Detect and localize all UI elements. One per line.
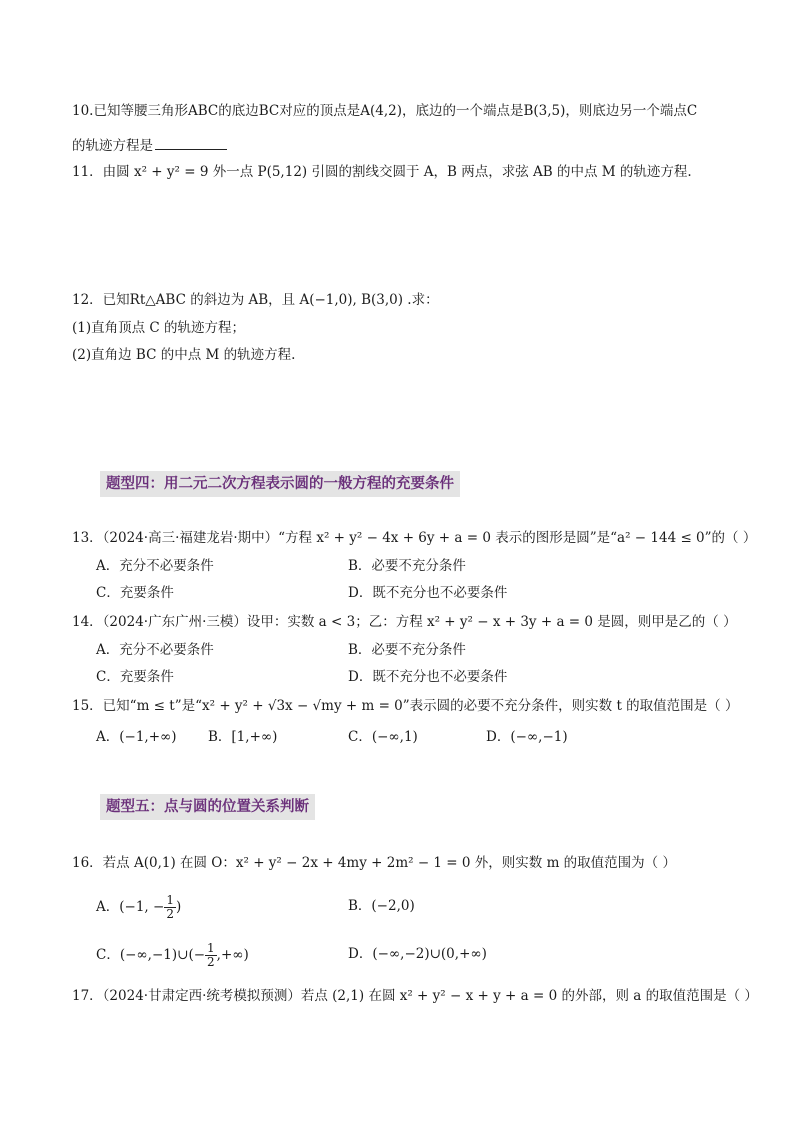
question-13-option-b: B．必要不充分条件 [348,558,466,574]
section-heading-5: 题型五：点与圆的位置关系判断 [100,794,315,820]
question-15-option-c: C．(−∞,1) [348,729,418,745]
question-13-stem: 13．（2024·高三·福建龙岩·期中）“方程 x² + y² − 4x + 6y + a = 0 表示的图形是圆”是“a² − 144 ≤ 0”的（ ） [72,530,757,546]
section-heading-4: 题型四：用二元二次方程表示圆的一般方程的充要条件 [100,471,460,497]
question-14-option-a: A．充分不必要条件 [96,642,214,658]
question-15-option-b: B．[1,+∞) [208,729,278,745]
question-13-option-c: C．充要条件 [96,585,174,601]
question-16-option-a [96,892,181,922]
option-c-expr-end: ,+∞) [216,947,249,963]
option-a-expr-start: (−1, − [119,899,165,915]
question-17-stem: 17．（2024·甘肃定西·统考模拟预测）若点 (2,1) 在圆 x² + y² − x + y + a = 0 的外部，则 a 的取值范围是（ ） [72,988,758,1004]
question-13-option-a: A．充分不必要条件 [96,558,214,574]
fraction [164,894,176,921]
question-10-line-2-text: 的轨迹方程是 [72,138,153,154]
question-13-option-d: D．既不充分也不必要条件 [348,585,508,601]
question-16-option-c [96,940,249,970]
fraction-numerator: 1 [207,941,215,955]
question-15-option-a: A．(−1,+∞) [96,729,177,745]
option-a-expr-end: ) [175,899,182,915]
question-14-option-d: D．既不充分也不必要条件 [348,669,508,685]
option-c-expr-start: (−∞,−1)∪(− [119,947,206,963]
question-16-option-d: D．(−∞,−2)∪(0,+∞) [348,946,487,962]
question-14-option-c: C．充要条件 [96,669,174,685]
question-10-line-2 [72,135,227,155]
question-10-line-1: 10.已知等腰三角形ABC的底边BC对应的顶点是A(4,2)，底边的一个端点是B(3,5)，则底边另一个端点C [72,103,698,119]
question-15-stem: 15．已知“m ≤ t”是“x² + y² + √3x − √my + m = 0”表示圆的必要不充分条件，则实数 t 的取值范围是（ ） [72,698,739,714]
option-a-label: A． [96,899,120,915]
question-14-option-b: B．必要不充分条件 [348,642,466,658]
question-14-stem: 14．（2024·广东广州·三模）设甲：实数 a < 3；乙：方程 x² + y² − x + 3y + a = 0 是圆，则甲是乙的（ ） [72,614,737,630]
fraction [205,942,217,969]
question-12-stem: 12．已知Rt△ABC 的斜边为 AB，且 A(−1,0), B(3,0) .求： [72,292,439,308]
fraction-denominator: 2 [207,955,215,969]
fraction-numerator: 1 [166,893,174,907]
fraction-denominator: 2 [166,907,174,921]
question-12-part-2: (2)直角边 BC 的中点 M 的轨迹方程. [72,347,296,363]
option-c-label: C． [96,947,120,963]
question-15-option-d: D．(−∞,−1) [486,729,568,745]
question-16-stem: 16．若点 A(0,1) 在圆 O：x² + y² − 2x + 4my + 2m² − 1 = 0 外，则实数 m 的取值范围为（ ） [72,855,676,871]
answer-blank [155,135,227,150]
question-12-part-1: (1)直角顶点 C 的轨迹方程； [72,320,246,336]
question-11: 11．由圆 x² + y² = 9 外一点 P(5,12) 引圆的割线交圆于 A，B 两点，求弦 AB 的中点 M 的轨迹方程. [72,164,692,180]
question-16-option-b: B．(−2,0) [348,898,415,914]
